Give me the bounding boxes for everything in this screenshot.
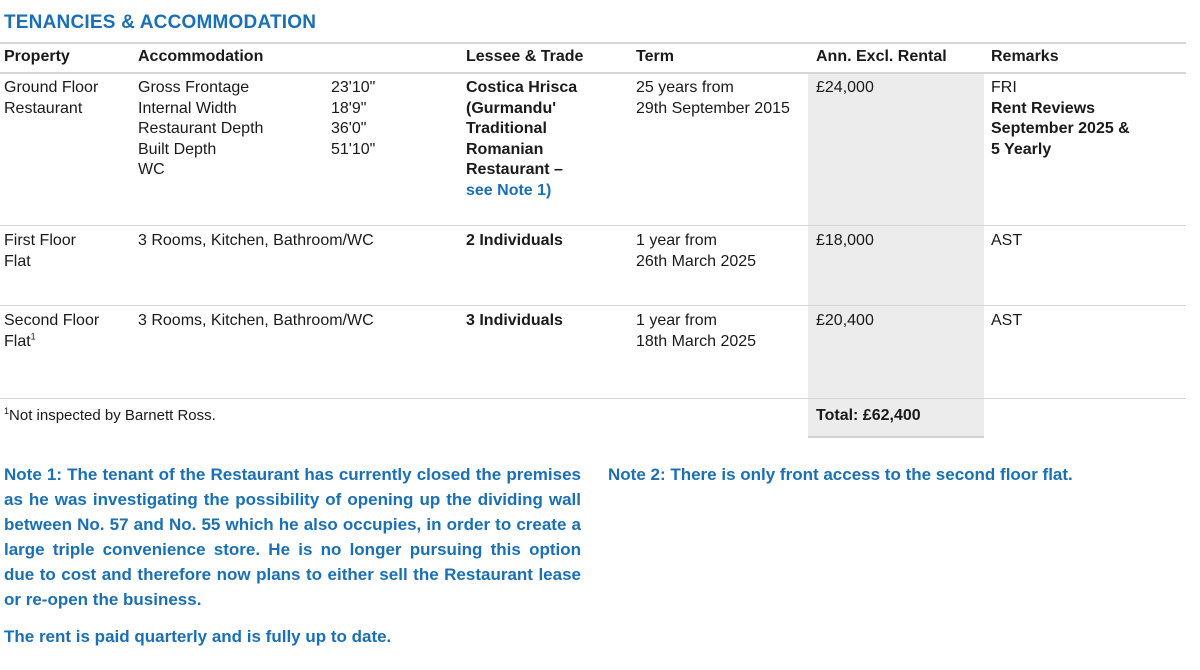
term-cell [636,231,756,272]
table-row-ground-floor-property [4,78,98,119]
term-line: 29th September 2015 [636,99,790,117]
accommodation-cell: 3 Rooms, Kitchen, Bathroom/WC [138,232,374,249]
rent-cell: £24,000 [816,79,874,96]
property-line: Second Floor [4,312,100,329]
remarks-cell [991,78,1130,160]
rental-column-shading [808,74,984,438]
remarks-line: 5 Yearly [991,140,1052,158]
header-rule [0,72,1186,74]
header-remarks: Remarks [991,48,1059,65]
remarks-cell: AST [991,312,1023,329]
lessee-cell [466,78,577,201]
lessee-line: (Gurmandu' [466,99,557,117]
accommodation-item [138,140,375,161]
note-2: Note 2: There is only front access to the second floor flat. [608,465,1073,484]
lessee-line: Costica Hrisca [466,79,578,96]
remarks-line: FRI [991,79,1017,96]
accommodation-list [138,78,375,181]
total-rental: Total: £62,400 [816,407,921,424]
lessee-cell: 2 Individuals [466,232,563,249]
header-term: Term [636,48,674,65]
term-line: 1 year from [636,232,717,249]
term-cell [636,311,756,352]
property-line: Ground Floor [4,79,99,96]
accommodation-cell: 3 Rooms, Kitchen, Bathroom/WC [138,312,374,329]
rent-cell: £18,000 [816,232,874,249]
accommodation-item [138,99,375,120]
lessee-cell: 3 Individuals [466,312,563,329]
footnote-marker: 1 [4,406,10,416]
footnote-marker: 1 [30,331,36,342]
accommodation-label: Restaurant Depth [138,120,264,137]
table-top-rule [0,42,1186,44]
accommodation-value: 36'0" [331,120,367,137]
property-line: Restaurant [4,99,83,117]
accommodation-item [138,160,375,181]
note-reference: see Note 1) [466,181,552,199]
property-line: First Floor [4,232,76,249]
section-title: TENANCIES & ACCOMMODATION [4,12,317,33]
footnote [4,407,216,424]
remarks-line: Rent Reviews [991,99,1096,117]
property-line: Flat [4,252,31,270]
rent-cell: £20,400 [816,312,874,329]
header-lessee: Lessee & Trade [466,48,584,65]
term-line: 1 year from [636,312,717,329]
table-row-first-floor-property [4,231,76,272]
lessee-line: Romanian [466,140,544,158]
accommodation-label: Built Depth [138,140,217,158]
header-rental: Ann. Excl. Rental [816,48,947,65]
row-divider [0,398,1186,399]
header-property: Property [4,48,70,65]
remarks-cell: AST [991,232,1023,249]
accommodation-value: 18'9" [331,99,367,117]
header-accommodation: Accommodation [138,48,264,65]
accommodation-item [138,78,375,99]
term-cell [636,78,790,119]
note-1: Note 1: The tenant of the Restaurant has currently closed the premises as he was investigating the possibility of opening up the dividing wall between No. 57 and No. 55 which he also occupies, in order to create a large triple convenience store. He is no longer pursuing this option due to cost and therefore now plans to either sell the Restaurant lease or re-open the business. [4,465,581,609]
row-divider [0,225,1186,226]
rental-column-bottom-rule [808,436,984,438]
accommodation-label: Gross Frontage [138,79,250,96]
term-line: 18th March 2025 [636,332,757,350]
accommodation-value: 51'10" [331,140,376,158]
footnote-text: Not inspected by Barnett Ross. [9,407,216,424]
term-line: 25 years from [636,79,734,96]
accommodation-label: Internal Width [138,99,237,117]
accommodation-value: 23'10" [331,79,376,96]
lessee-line: Restaurant – [466,161,563,178]
property-line: Flat [4,332,31,350]
row-divider [0,305,1186,306]
accommodation-label: WC [138,161,165,178]
note-1-rent-status: The rent is paid quarterly and is fully up to date. [4,627,392,646]
table-row-second-floor-property [4,311,99,352]
lessee-line: Traditional [466,120,547,137]
property-line-with-footnote [4,332,99,353]
remarks-line: September 2025 & [991,120,1130,137]
accommodation-item [138,119,375,140]
term-line: 26th March 2025 [636,252,757,270]
